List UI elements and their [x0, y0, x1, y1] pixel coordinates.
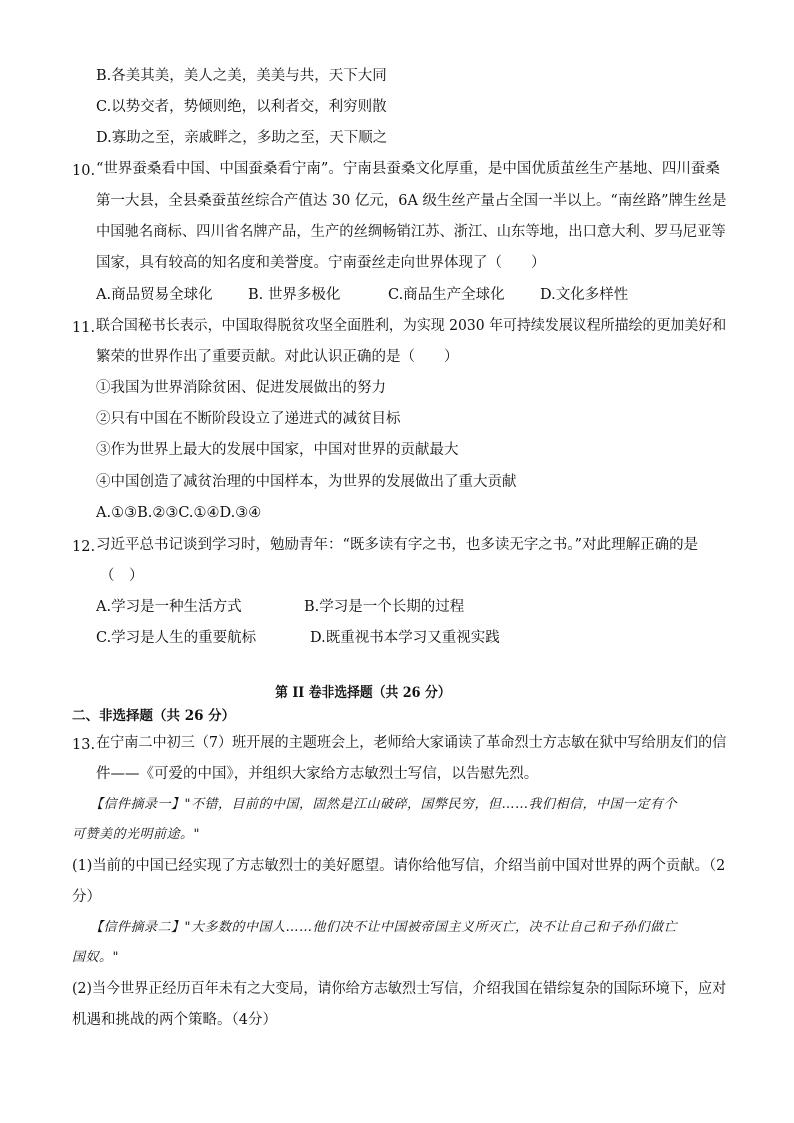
q13-sub2: (2)当今世界正经历百年未有之大变局，请你给方志敏烈士写信，介绍我国在错综复杂的国际环境下，应对 [72, 981, 727, 997]
q12-option-d: D.既重视书本学习又重视实践 [310, 630, 500, 646]
section-heading: 二、非选择题（共 26 分） [72, 708, 236, 724]
section-title: 第 II 卷非选择题（共 26 分） [275, 685, 451, 701]
q9-option-d: D.寡助之至，亲戚畔之，多助之至，天下顺之 [96, 130, 388, 146]
q12-option-c: C.学习是人生的重要航标 [96, 630, 257, 646]
letter-excerpt-2: 国奴。" [72, 950, 119, 965]
q13-text-line: 在宁南二中初三（7）班开展的主题班会上，老师给大家诵读了革命烈士方志敏在狱中写给朋友们的信 [96, 735, 727, 751]
letter-excerpt-1: 可赞美的光明前途。" [72, 827, 200, 842]
q10-text-line: 第一大县，全县桑蚕茧丝综合产值达 30 亿元，6A 级生丝产量占全国一半以上。“南丝路”牌生丝是 [96, 193, 727, 209]
q11-options: A.①③B.②③C.①④D.③④ [96, 505, 262, 521]
q11-statement: ①我国为世界消除贫困、促进发展做出的努力 [96, 380, 386, 396]
q10-text-line: 中国驰名商标、四川省名牌产品，生产的丝绸畅销江苏、浙江、山东等地，出口意大利、罗马尼亚等 [96, 224, 726, 240]
letter-excerpt-2: 【信件摘录二】"大多数的中国人……他们决不让中国被帝国主义所灭亡，决不让自己和子孙们做亡 [90, 920, 677, 935]
q10-option-c: C.商品生产全球化 [388, 287, 505, 303]
q10-option-d: D.文化多样性 [540, 287, 629, 303]
q12-option-a: A.学习是一种生活方式 [96, 599, 242, 615]
q11-text-line: 繁荣的世界作出了重要贡献。对此认识正确的是（ ） [96, 349, 459, 365]
q12-number: 12. [72, 539, 96, 555]
q9-option-c: C.以势交者，势倾则绝，以利者交，利穷则散 [96, 99, 387, 115]
q11-text-line: 联合国秘书长表示，中国取得脱贫攻坚全面胜利，为实现 2030 年可持续发展议程所描绘的更加美好和 [96, 318, 727, 334]
q13-sub1: (1)当前的中国已经实现了方志敏烈士的美好愿望。请你给他写信，介绍当前中国对世界的两个贡献。（2 [72, 858, 726, 874]
q11-statement: ④中国创造了减贫治理的中国样本，为世界的发展做出了重大贡献 [96, 474, 517, 490]
q12-text-line: 习近平总书记谈到学习时，勉励青年：“既多读有字之书，也多读无字之书。”对此理解正确的是 [96, 537, 699, 553]
q10-text-line: 国家，具有较高的知名度和美誉度。宁南蚕丝走向世界体现了（ ） [96, 255, 546, 271]
q10-text-line: “世界蚕桑看中国、中国蚕桑看宁南”。宁南县蚕桑文化厚重，是中国优质茧丝生产基地、四川蚕桑 [96, 161, 720, 177]
q13-sub2: 机遇和挑战的两个策略。（4分） [72, 1012, 277, 1028]
q13-text-line: 件——《可爱的中国》，并组织大家给方志敏烈士写信，以告慰先烈。 [96, 766, 539, 782]
q13-number: 13. [72, 737, 96, 753]
q13-sub1: 分） [72, 889, 101, 905]
q11-statement: ③作为世界上最大的发展中国家，中国对世界的贡献最大 [96, 442, 459, 458]
q11-statement: ②只有中国在不断阶段设立了递进式的减贫目标 [96, 411, 401, 427]
q12-option-b: B.学习是一个长期的过程 [304, 599, 465, 615]
letter-excerpt-1: 【信件摘录一】"不错，目前的中国，固然是江山破碎，国弊民穷，但……我们相信，中国一定有个 [90, 797, 677, 812]
q10-option-a: A.商品贸易全球化 [96, 287, 213, 303]
q10-number: 10. [72, 163, 96, 179]
q10-option-b: B. 世界多极化 [248, 287, 341, 303]
q9-option-b: B.各美其美，美人之美，美美与共，天下大同 [96, 68, 387, 84]
q11-number: 11. [72, 320, 96, 336]
q12-answer-blank: （ ） [100, 568, 144, 584]
